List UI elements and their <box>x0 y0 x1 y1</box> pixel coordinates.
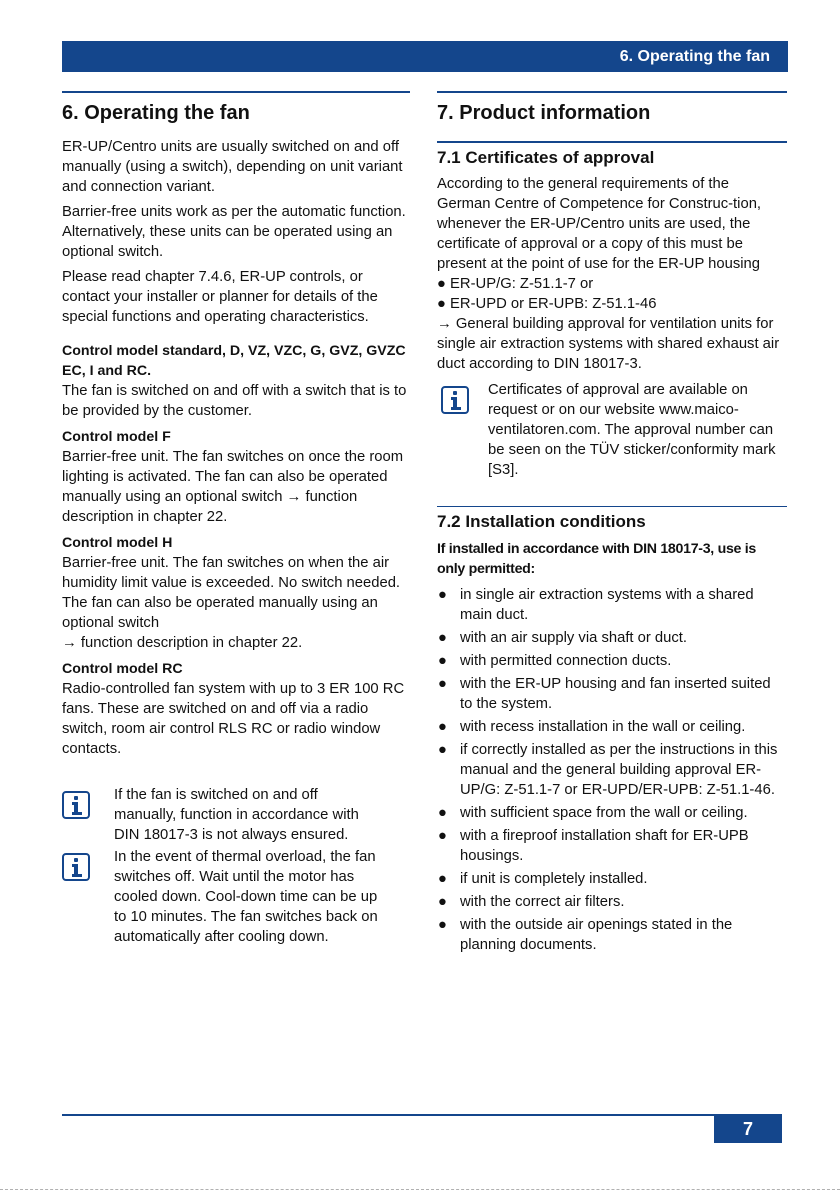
subsection-heading-certificates: 7.1 Certificates of approval <box>437 147 655 167</box>
list-item: ● in single air extraction systems with a shared main duct. <box>438 587 754 623</box>
info-icon <box>62 853 90 881</box>
running-header-title: 6. Operating the fan <box>619 48 770 65</box>
subsection-heading-installation: 7.2 Installation conditions <box>437 512 646 531</box>
section-rule <box>62 91 410 93</box>
section-rule <box>437 91 787 93</box>
right-column <box>437 91 787 958</box>
section-heading-product-info: 7. Product information <box>437 102 651 124</box>
model-text: Barrier-free unit. The fan switches on once the room lighting is activated. The fan can also be operated manually using an optional switch → function description in chapter 22. <box>62 449 404 525</box>
note-text: Certificates of approval are available on request or on our website www.maico-ventilatoren.com. The approval number can be seen on the TÜV sticker/conformity mark [S3]. <box>488 381 776 478</box>
list-item: ● with recess installation in the wall or ceiling. <box>438 719 746 735</box>
info-note <box>62 847 410 947</box>
list-item: ● with the ER-UP housing and fan inserted suited to the system. <box>438 676 771 712</box>
list-item: ● with an air supply via shaft or duct. <box>438 630 687 646</box>
info-note <box>437 380 787 480</box>
model-title: Control model RC <box>62 661 183 677</box>
section-rule <box>437 506 787 508</box>
list-item: ● with the correct air filters. <box>438 894 625 910</box>
page-number: 7 <box>714 1116 782 1143</box>
approval-line: ● ER-UP/G: Z-51.1-7 or <box>437 275 594 292</box>
model-text: → function description in chapter 22. <box>62 635 303 651</box>
page-edge-divider <box>0 1189 840 1190</box>
info-note <box>62 785 410 845</box>
installation-conditions-list <box>437 585 787 955</box>
list-item: ● if unit is completely installed. <box>438 871 648 887</box>
list-item: ● with sufficient space from the wall or ceiling. <box>438 805 748 821</box>
approval-line: → General building approval for ventilation units for single air extraction systems with shared exhaust air duct according to DIN 18017-3. <box>437 315 780 372</box>
header-bar <box>62 41 788 72</box>
note-text: If the fan is switched on and off manually, function in accordance with DIN 18017-3 is not always ensured. <box>114 787 359 843</box>
intro-paragraph: Please read chapter 7.4.6, ER-UP controls, or contact your installer or planner for details of the special functions and operating characteristics. <box>62 269 378 325</box>
model-text: Barrier-free unit. The fan switches on when the air humidity limit value is exceeded. No switch needed. The fan can also be operated manually using an optional switch <box>62 555 401 631</box>
left-column <box>62 91 410 947</box>
model-text: The fan is switched on and off with a switch that is to be provided by the customer. <box>62 383 407 419</box>
info-icon <box>441 386 469 414</box>
info-icon <box>62 791 90 819</box>
footer-rule <box>62 1114 782 1116</box>
list-item: ● if correctly installed as per the instructions in this manual and the general building approval ER-UP/G: Z-51.1-7 or ER-UPD/ER-UPB: Z-51.1-46. <box>438 742 778 798</box>
certificates-text: According to the general requirements of the German Centre of Competence for Construc-tion, whenever the ER-UP/Centro units are used, the certificate of approval or a copy of this must be present at the point of use for the ER-UP housing <box>437 175 762 272</box>
intro-paragraph: Barrier-free units work as per the automatic function. Alternatively, these units can be operated using an optional switch. <box>62 204 406 260</box>
model-title: Control model F <box>62 429 171 445</box>
model-title: Control model H <box>62 535 173 551</box>
section-heading-operating: 6. Operating the fan <box>62 102 250 124</box>
model-text: Radio-controlled fan system with up to 3 ER 100 RC fans. These are switched on and off via a radio switch, room air control RLS RC or radio window contacts. <box>62 681 405 757</box>
list-item: ● with the outside air openings stated in the planning documents. <box>438 917 733 953</box>
section-rule <box>437 141 787 143</box>
approval-line: ● ER-UPD or ER-UPB: Z-51.1-46 <box>437 295 657 312</box>
installation-lead: If installed in accordance with DIN 18017-3, use is only permitted: <box>437 541 757 577</box>
list-item: ● with permitted connection ducts. <box>438 653 672 669</box>
model-title: Control model standard, D, VZ, VZC, G, GVZ, GVZC EC, I and RC. <box>62 343 406 379</box>
list-item: ● with a fireproof installation shaft for ER-UPB housings. <box>438 828 749 864</box>
intro-paragraph: ER-UP/Centro units are usually switched on and off manually (using a switch), depending on unit variant and connection variant. <box>62 139 403 195</box>
note-text: In the event of thermal overload, the fan switches off. Wait until the motor has cooled down. Cool-down time can be up to 10 minutes. The fan switches back on automatically after cooling down. <box>114 849 378 945</box>
